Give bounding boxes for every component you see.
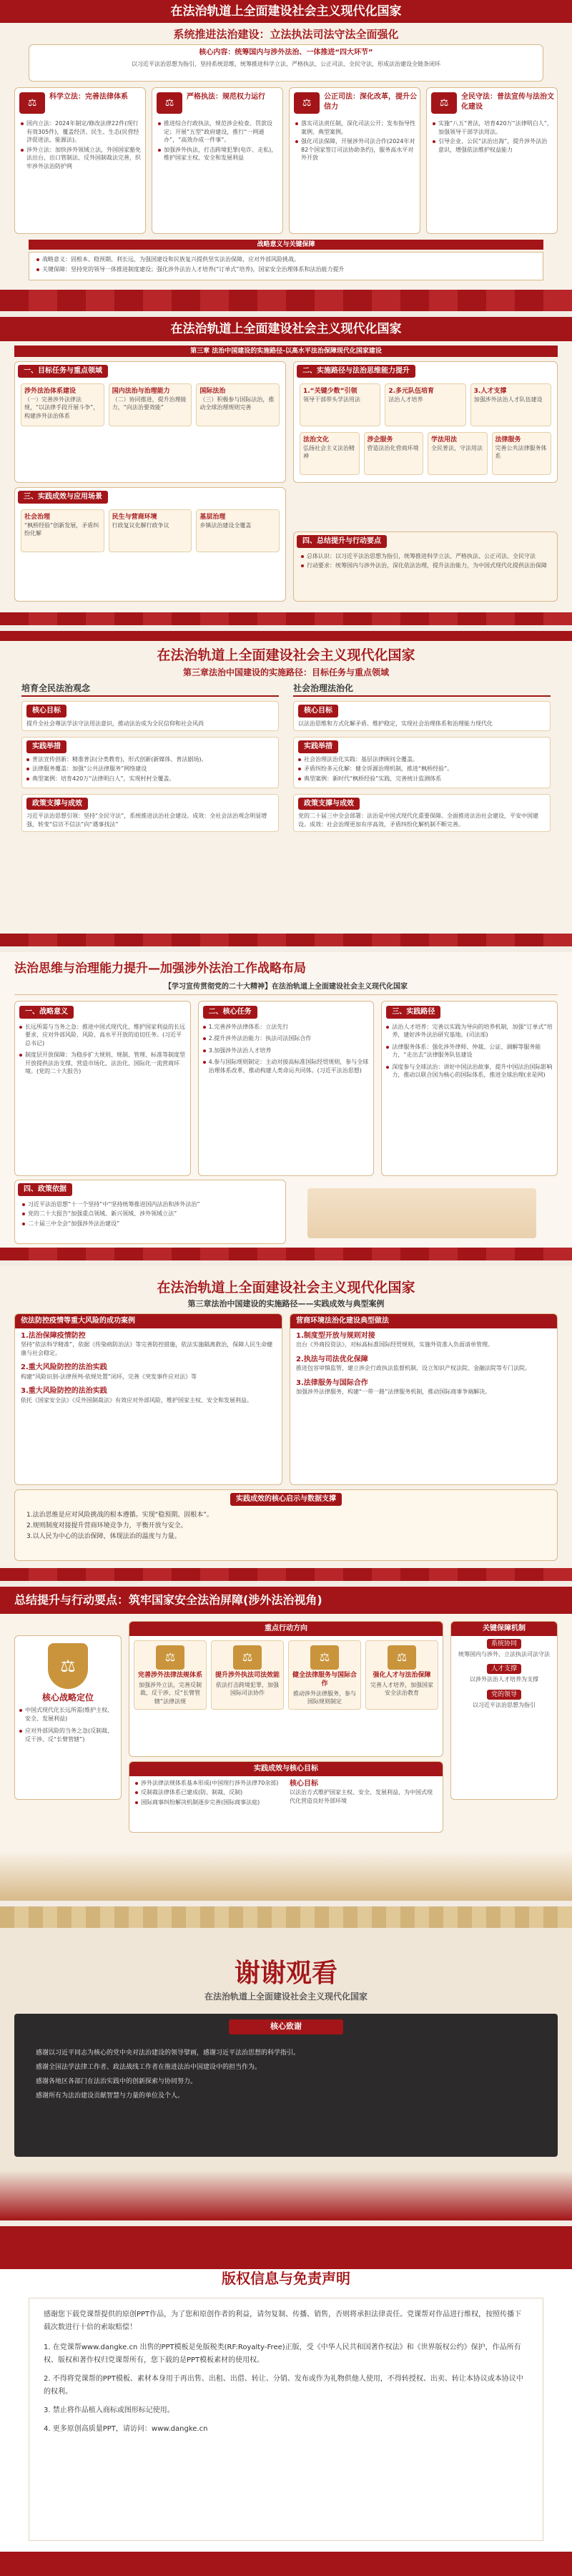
card-item: 实施“八五”普法，培育420万“法律明白人”，加强领导干部学法用法。 — [433, 119, 553, 136]
column-title: 一、战略意义 — [19, 1006, 74, 1019]
slide-5 — [0, 1266, 572, 1581]
panel-summary — [293, 532, 558, 602]
item-box — [470, 383, 551, 426]
slide-subtitle: 第三章法治中国建设的实施路径——实践成效与典型案例 — [187, 1299, 385, 1308]
left-sections — [21, 701, 279, 832]
thanks-item: 感谢以习近平同志为核心的党中央对法治建设的领导擘画，感谢习近平法治思想的科学指引。 — [36, 2049, 300, 2057]
item-heading: 学法用法 — [431, 436, 458, 444]
copyright-item: 4. 更多原创高质量PPT，请访问：www.dangke.cn — [44, 2425, 208, 2433]
strategy-list — [19, 1706, 117, 1743]
strategy-item: 应对外部风险的当务之急(反制裁、反干涉、反“长臂管辖”) — [19, 1727, 117, 1743]
slide-subtitle: 【学习宣传贯彻党的二十大精神】在法治轨道上全面建设社会主义现代化国家 — [14, 982, 558, 995]
mechanism-text: 以涉外法治人才培养为支撑 — [470, 1676, 538, 1683]
summary-item: 行动要求：统筹国内与涉外法治，深化依法治理，提升法治能力，为中国式现代化提供法治保障 — [301, 562, 550, 570]
mechanism-heading: 党的领导 — [487, 1690, 521, 1700]
header-band — [0, 2226, 572, 2269]
panel-results-title: 三、实践成效与应用场景 — [18, 491, 108, 504]
column — [198, 1001, 375, 1176]
policy-item: 习近平法治思想“十一个坚持”中“坚持统筹推进国内法治和涉外法治” — [22, 1200, 278, 1209]
left-items — [15, 1328, 282, 1414]
core-goal-title: 核心目标 — [290, 1779, 318, 1788]
top-decoration — [0, 1906, 572, 1928]
right-sections — [293, 701, 551, 832]
building-illustration — [307, 1188, 536, 1238]
case-item — [21, 1363, 276, 1381]
column-item: 法治人才培养：完善以实践为导向的培养机制，加强“订单式”培养，建好涉外法治研究基地。(司法部) — [386, 1023, 553, 1039]
card-icon: ⚖ — [19, 92, 45, 114]
bottom-label: 战略意义与关键保障 — [29, 240, 543, 250]
action-box — [211, 1640, 284, 1710]
core-box — [29, 44, 543, 82]
case-item — [296, 1331, 551, 1349]
section-item: 法律服务覆盖：加强“公共法律服务”网络建设 — [26, 765, 274, 773]
column-item: 制度层开放保障：为稳步扩大规则、规制、管理、标准等制度型开放提供法治支撑，营造市场化、法治化、国际化一流营商环境。(党的二十大报告) — [19, 1051, 186, 1076]
section-item: 典型案例：培育420万“法律明白人”，实现村村全覆盖。 — [26, 775, 274, 783]
column-list — [386, 1023, 553, 1080]
right-column — [293, 682, 551, 838]
path-list — [294, 381, 557, 429]
case-heading: 1.制度型开放与规则对接 — [296, 1331, 375, 1340]
right-panel — [290, 1313, 558, 1485]
slide-3 — [0, 631, 572, 946]
card-item: 加强涉外执法，打击跨境犯罪(电诈、走私)，维护国家主权、安全和发展利益 — [158, 146, 278, 162]
actions-list — [129, 1636, 443, 1714]
mechanism-title: 关键保障机制 — [451, 1622, 557, 1636]
panel-goals — [14, 361, 286, 483]
mechanism-item — [455, 1690, 553, 1710]
section-item: 社会治理法治化实践：基层法律顾问全覆盖。 — [298, 755, 546, 764]
decoration-band — [0, 934, 572, 946]
card-item: 涉外立法：加快涉外领域立法，外国国家豁免法出台，出口管制法、反外国制裁法完善，织牢涉外法治防护网 — [21, 146, 141, 171]
action-box — [288, 1640, 361, 1710]
column-item: 深度参与全球法治：讲好中国法治故事，提升中国法治国际影响力，推动以联合国为核心的国际体系，推进全球治理(求是网) — [386, 1063, 553, 1079]
section-tag: 实践举措 — [298, 740, 338, 753]
card-list — [433, 119, 553, 155]
card — [289, 87, 420, 234]
action-box — [134, 1640, 207, 1710]
item-heading: 2.多元队伍培育 — [388, 387, 435, 395]
item-box — [196, 383, 280, 426]
panel-summary-title: 四、总结提升与行动要点 — [297, 535, 387, 548]
case-item — [21, 1331, 276, 1358]
item-box — [428, 432, 488, 475]
case-text: 推进包容审慎监管，建立涉企行政执法监督机制，设立知识产权法院、金融法院等专门法院。 — [296, 1365, 531, 1372]
section — [21, 701, 279, 731]
section-tag: 核心目标 — [298, 705, 338, 718]
item-heading: 国内法治与治理能力 — [112, 387, 170, 395]
action-icon: ⚖ — [156, 1645, 184, 1670]
case-text: 坚持“依法科学精准”，依据《传染病防治法》等完善防控措施，依法实施隔离救治，保障人民生命健康与社会稳定。 — [21, 1341, 273, 1356]
mechanism-item — [455, 1664, 553, 1684]
section-tag: 政策支撑与成效 — [298, 798, 360, 810]
mechanism-text: 以习近平法治思想为指引 — [473, 1702, 536, 1709]
section — [21, 737, 279, 788]
bottom-item: 关键保障：坚持党的领导一体推进制度建设；强化涉外法治人才培养(“订单式”培养)，国家安全治理体系和法治能力提升 — [36, 265, 536, 274]
card-item: 落实司法责任制，深化司法公开；发布指导性案例、典型案例。 — [295, 119, 415, 136]
section — [293, 794, 551, 833]
footer-band — [0, 2552, 572, 2576]
card-list — [295, 119, 415, 164]
policy-title: 四、政策依据 — [18, 1183, 72, 1196]
slide-4 — [0, 952, 572, 1260]
copyright-list — [44, 2341, 528, 2436]
decoration-band — [0, 612, 572, 625]
case-text: 加强涉外法律服务，构建“一带一路”法律服务机制，推动国际商事争端解决。 — [296, 1389, 491, 1396]
action-text: 推动涉外法律服务，参与国际规则制定 — [293, 1690, 356, 1705]
case-item — [296, 1378, 551, 1396]
insight-item: 2.规则制度对接提升营商环境竞争力，平衡开放与安全。 — [26, 1522, 187, 1529]
column-item: 1.完善涉外法律体系：立法先行 — [203, 1023, 370, 1032]
strategy-title: 核心战略定位 — [41, 1693, 94, 1703]
card-item: 推进综合行政执法，规范涉企检查、罚款设定；开展“五型”政府建设，推行“一网通办”，“高效办成一件事”。 — [158, 119, 278, 145]
item-box — [21, 383, 104, 426]
summary-list — [294, 551, 557, 573]
results-list — [15, 506, 285, 555]
action-heading: 强化人才与法治保障 — [373, 1671, 431, 1679]
columns — [14, 1001, 558, 1176]
item-text: 全民普法，守法用法 — [431, 444, 483, 451]
mechanism-heading: 人才支撑 — [487, 1664, 521, 1674]
card-title: 科学立法：完善法律体系 — [49, 93, 128, 101]
mechanism-list — [451, 1636, 557, 1718]
left-panel-title: 依法防控疫情等重大风险的成功案例 — [15, 1314, 282, 1328]
goals-list — [135, 1779, 282, 1808]
actions-panel — [129, 1621, 443, 1757]
strategy-panel — [14, 1635, 122, 1800]
copyright-item: 2. 不得将党课帮的PPT模板、素材本身用于再出售、出租、出借、转让、分销、发布或作为礼物供他人使用，不得转授权、出卖、转让本协议或本协议中的权利。 — [44, 2375, 523, 2396]
section-item: 矛盾纠纷多元化解：健全诉源治理机制，推进“枫桥经验”。 — [298, 765, 546, 773]
item-text: 行政复议化解行政争议 — [112, 521, 169, 529]
column-title: 二、核心任务 — [203, 1006, 257, 1019]
panel-path — [293, 361, 558, 483]
card-title: 公正司法：深化改革，提升公信力 — [324, 93, 417, 111]
slide-title: 法治思维与治理能力提升—加强涉外法治工作战略布局 — [14, 961, 306, 976]
item-text: 弘扬社会主义法治精神 — [303, 444, 355, 460]
panel-results — [14, 487, 286, 602]
item-box — [492, 432, 552, 475]
action-box — [365, 1640, 438, 1710]
action-icon: ⚖ — [388, 1645, 416, 1670]
section — [21, 794, 279, 833]
copyright-intro: 感谢您下载党课帮提供的原创PPT作品，为了您和原创作者的利益，请勿复制、传播、销售，否则将承担法律责任。党课帮对作品进行维权，按照传播下载次数进行十倍的索取赔偿！ — [44, 2311, 522, 2331]
item-box — [300, 432, 360, 475]
case-text: 构建“风险识别-法律预判-依规处置”闭环，完善《突发事件应对法》等 — [21, 1373, 197, 1380]
actions-title: 重点行动方向 — [129, 1622, 443, 1636]
item-heading: 法治文化 — [303, 436, 330, 444]
thanks-item: 感谢全国法学法律工作者、政法战线工作者在推进法治中国建设中的担当作为。 — [36, 2063, 262, 2071]
copyright-item: 1. 在党课帮www.dangke.cn 出售的PPT模板是免版税类(RF:Royalty-Free)正版，受《中华人民共和国著作权法》和《世界版权公约》保护，作品所有权、版权和著作权归党课帮所有，您下载的是PPT模板素材的使用权。 — [44, 2344, 521, 2364]
section-tag: 核心目标 — [26, 705, 66, 718]
goal-item: 涉外法律法规体系基本形成(中国现行涉外法律70余部) — [135, 1779, 282, 1788]
card — [426, 87, 558, 234]
policy-list — [15, 1199, 285, 1231]
column-item: 4.参与国际规则制定：主动对接高标准国际经贸规则，参与全球治理体系改革，推动构建人类命运共同体。(习近平法治思想) — [203, 1058, 370, 1074]
core-goal-text: 以法治方式维护国家主权、安全、发展利益，为中国式现代化营造良好外部环境 — [290, 1789, 433, 1804]
slide-title: 在法治轨道上全面建设社会主义现代化国家 — [157, 647, 415, 663]
action-heading: 健全法律服务与国际合作 — [292, 1671, 357, 1688]
action-text: 加强涉外立法，完善反制裁、反干涉、反“长臂管辖”法律法规 — [139, 1681, 202, 1705]
card-title: 全民守法：普法宣传与法治文化建设 — [461, 93, 554, 111]
thanks-item: 感谢所有为法治建设贡献智慧与力量的单位及个人。 — [36, 2092, 184, 2100]
case-item — [296, 1355, 551, 1373]
core-label: 核心内容：统筹国内与涉外法治、一体推进“四大环节” — [199, 49, 373, 57]
mechanism-item — [455, 1639, 553, 1659]
slide-subtitle: 第三章法治中国建设的实施路径：目标任务与重点领域 — [182, 667, 389, 677]
item-box — [196, 509, 280, 552]
item-box — [300, 383, 380, 426]
goal-item: 反制裁法律体系已建成(防、制裁、反制) — [135, 1788, 282, 1797]
panel-path-title: 二、实施路径与法治思维能力提升 — [297, 365, 415, 378]
left-title: 培育全民法治观念 — [21, 682, 279, 697]
section-tag: 实践举措 — [26, 740, 66, 753]
insight-item: 3.以人民为中心的法治保障，体现法治的温度与力量。 — [26, 1532, 181, 1540]
left-column — [21, 682, 279, 838]
column-item: 法律服务体系：强化涉外律师、仲裁、公证、调解等服务能力，“走出去”法律服务队伍建设 — [386, 1043, 553, 1059]
slide-title: 在法治轨道上全面建设社会主义现代化国家 — [0, 317, 572, 341]
item-heading: 社会治理 — [24, 513, 51, 521]
column-item: 3.加强涉外法治人才培养 — [203, 1047, 370, 1055]
section — [293, 737, 551, 788]
bottom-item: 战略意义：固根本、稳预期、利长远，为强国建设和民族复兴提供坚实法治保障，应对外部风险挑战。 — [36, 255, 536, 264]
landscape-decoration — [0, 1851, 572, 1901]
slide-2 — [0, 317, 572, 625]
policy-box — [14, 1180, 286, 1244]
card — [14, 87, 146, 234]
card-item: 国内立法：2024年制定/修改法律22件(现行有效305件)，覆盖经济、民生、生态(民营经济促进法、能源法)。 — [21, 119, 141, 145]
section-tag: 政策支撑与成效 — [26, 798, 88, 810]
right-title: 社会治理法治化 — [293, 682, 551, 697]
policy-item: 二十届三中全会“加强涉外法治建设” — [22, 1220, 278, 1228]
section-list — [298, 755, 546, 783]
item-box — [385, 383, 465, 426]
right-items — [290, 1328, 557, 1405]
column-list — [19, 1023, 186, 1077]
chapter-bar: 第三章 法治中国建设的实施路径-以高水平法治保障现代化国家建设 — [14, 346, 558, 357]
strategy-item: 中国式现代化长远所需(维护主权、安全、发展利益) — [19, 1706, 117, 1723]
decoration-band — [0, 1248, 572, 1260]
action-text: 完善人才培养，加强国家安全法治教育 — [370, 1681, 433, 1697]
case-text: 出台《外商投资法》，对标高标准国际经贸规则，实施外资准入负面清单管理。 — [296, 1341, 493, 1348]
panel-goals-title: 一、目标任务与重点领域 — [18, 365, 108, 378]
item-box — [109, 383, 192, 426]
item-heading: 涉企服务 — [367, 436, 393, 444]
item-text: （一）完善涉外法律法规，“以法律手段开展斗争”，构建涉外法治体系 — [24, 396, 99, 419]
card — [152, 87, 283, 234]
section-item: 普法宣传创新：精准普法(分类教育)，形式创新(新媒体、普法剧场)。 — [26, 755, 274, 764]
case-heading: 3.重大风险防控的法治实践 — [21, 1387, 107, 1396]
item-text: 法治人才培养 — [388, 396, 423, 403]
bottom-items — [15, 1506, 557, 1546]
item-text: “枫桥经验”创新发展，矛盾纠纷化解 — [24, 521, 99, 537]
goals-body — [129, 1776, 443, 1811]
goals-list — [15, 381, 285, 429]
item-box — [21, 509, 104, 552]
thanks-panel — [14, 2014, 558, 2157]
section-item: 典型案例：新时代“枫桥经验”实践，完善统计监测体系 — [298, 775, 546, 783]
case-heading: 2.重大风险防控的法治实践 — [21, 1363, 107, 1372]
action-icon: ⚖ — [310, 1645, 339, 1670]
section-list — [26, 755, 274, 783]
goals-panel — [129, 1761, 443, 1833]
card-list — [21, 119, 141, 172]
card-icon: ⚖ — [431, 92, 457, 114]
thanks-list — [14, 2040, 558, 2110]
top-band — [0, 631, 572, 641]
action-icon: ⚖ — [233, 1645, 262, 1670]
item-text: 加强涉外法治人才队伍建设 — [473, 396, 543, 403]
goals-title: 实践成效与核心目标 — [129, 1762, 443, 1776]
shield-icon: ⚖ — [48, 1643, 88, 1689]
item-text: 领导干部带头学法用法 — [303, 396, 360, 403]
right-panel-title: 营商环境法治化建设典型做法 — [290, 1314, 557, 1328]
slide-title: 在法治轨道上全面建设社会主义现代化国家 — [157, 1280, 415, 1296]
section-text: 以法治思维和方式化解矛盾、维护稳定，实现社会治理体系和治理能力现代化 — [298, 720, 493, 727]
section-text: 提升全社会尊法学法守法用法意识，推动法治成为全民信仰和社会风尚 — [26, 720, 204, 727]
column-list — [203, 1023, 370, 1075]
decoration-band — [0, 290, 572, 311]
action-heading: 完善涉外法律法规体系 — [137, 1671, 202, 1679]
action-text: 依法打击跨境犯罪，加强国际司法协作 — [216, 1681, 279, 1697]
bottom-title: 实践成效的核心启示与数据支撑 — [230, 1493, 342, 1506]
column — [381, 1001, 558, 1176]
section-text: 党的二十届三中全会部署：法治是中国式现代化重要保障。全面推进法治社会建设，平安中国建设。成效：社会治理更加有序高效，矛盾纠纷化解机制不断完善。 — [298, 813, 538, 828]
bottom-box — [29, 252, 543, 280]
copyright-item: 3. 禁止将作品植入商标或图形标记使用。 — [44, 2406, 174, 2414]
core-goal — [290, 1779, 437, 1808]
slide-title: 总结提升与行动要点：筑牢国家安全法治屏障(涉外法治视角) — [0, 1587, 572, 1614]
card-list — [158, 119, 278, 164]
goal-item: 国际商事纠纷解决机制逐步完善(国际商事法庭) — [135, 1798, 282, 1807]
bottom-list — [36, 255, 536, 273]
policy-item: 党的二十大报告“加强重点领域、新兴领域、涉外领域立法” — [22, 1210, 278, 1218]
case-heading: 2.执法与司法优化保障 — [296, 1355, 368, 1363]
slide-6 — [0, 1587, 572, 1901]
slide-subtitle: 系统推进法治建设：立法执法司法守法全面强化 — [173, 28, 399, 41]
copyright-title: 版权信息与免责声明 — [222, 2270, 350, 2287]
section — [293, 701, 551, 731]
path-more — [294, 429, 557, 478]
card-item: 引导企业、公民“法治出海”，提升涉外法治意识，增强依法维护权益能力 — [433, 137, 553, 154]
card-item: 强化司法保障，开展涉外司法合作(2024年对82个国家签订司法协助条约)，服务高水平对外开放 — [295, 137, 415, 162]
item-box — [364, 432, 424, 475]
decoration-band — [0, 1568, 572, 1581]
thanks-subtitle: 在法治轨道上全面建设社会主义现代化国家 — [204, 1992, 368, 2002]
item-heading: 1.“关键少数”引领 — [303, 387, 358, 395]
slide-8 — [0, 2226, 572, 2576]
case-item — [21, 1386, 276, 1404]
action-heading: 提升涉外执法司法效能 — [214, 1671, 280, 1679]
slide-title: 在法治轨道上全面建设社会主义现代化国家 — [0, 0, 572, 23]
item-heading: 涉外法治体系建设 — [24, 387, 77, 395]
item-text: （三）积极参与国际法治，推动全球治理规则完善 — [199, 396, 275, 411]
mechanism-text: 统筹国内与涉外、立法执法司法守法 — [458, 1650, 550, 1657]
column-title: 三、实践路径 — [386, 1006, 440, 1019]
bottom-decoration — [0, 2170, 572, 2220]
item-heading: 国际法治 — [199, 387, 226, 395]
card-title: 严格执法：规范权力运行 — [187, 93, 265, 101]
item-box — [109, 509, 192, 552]
item-text: （二）协同推进，提升治理能力，“向法治要效能” — [112, 396, 187, 411]
insight-item: 1.法治思维是应对风险挑战的根本遵循。实现“稳预期、固根本”。 — [26, 1511, 213, 1519]
item-heading: 3.人才支撑 — [473, 387, 507, 395]
item-text: 完善公共法律服务体系 — [495, 444, 547, 460]
mechanism-panel — [450, 1621, 558, 1800]
thanks-panel-title: 核心致谢 — [229, 2019, 343, 2034]
item-text: 营造法治化营商环境 — [367, 444, 419, 451]
copyright-box — [29, 2298, 543, 2541]
item-heading: 民生与营商环境 — [112, 513, 157, 521]
slide-7 — [0, 1906, 572, 2220]
card-icon: ⚖ — [294, 92, 320, 114]
case-text: 依托《国家安全法》《反外国制裁法》有效应对外部风险，维护国家主权、安全和发展利益。 — [21, 1396, 252, 1404]
column-item: 2.提升涉外法治能力：执法司法国际合作 — [203, 1034, 370, 1043]
section-text: 习近平法治思想引领：坚持“全民守法”，系统推进法治社会建设。成效：全社会法治观念明显增强，转变“信访不信法”向“遇事找法” — [26, 813, 267, 828]
summary-item: 总体认识：以习近平法治思想为指引，统筹推进科学立法、严格执法、公正司法、全民守法 — [301, 552, 550, 561]
thanks-item: 感谢各地区各部门在法治实践中的创新探索与协同努力。 — [36, 2078, 197, 2086]
left-panel — [14, 1313, 282, 1485]
item-heading: 基层治理 — [199, 513, 226, 521]
thanks-title: 谢谢观看 — [234, 1959, 337, 1988]
item-heading: 法律服务 — [495, 436, 521, 444]
bottom-panel — [14, 1489, 558, 1561]
slide-1 — [0, 0, 572, 311]
case-heading: 1.法治保障疫情防控 — [21, 1331, 86, 1340]
mechanism-heading: 系统协同 — [487, 1639, 521, 1649]
column-item: 长远所需与当务之急：推进中国式现代化、维护国家利益的长远要求，应对外部风险、风险、高水平开放的迫切任务。(习近平总书记) — [19, 1023, 186, 1048]
card-icon: ⚖ — [157, 92, 182, 114]
core-text: 以习近平法治思想为指引，坚持系统思维，统筹推进科学立法、严格执法、公正司法、全民守法，形成法治建设全链条闭环 — [132, 60, 440, 67]
column — [14, 1001, 191, 1176]
item-text: 乡镇法治建设全覆盖 — [199, 521, 252, 529]
case-heading: 3.法律服务与国际合作 — [296, 1378, 368, 1387]
